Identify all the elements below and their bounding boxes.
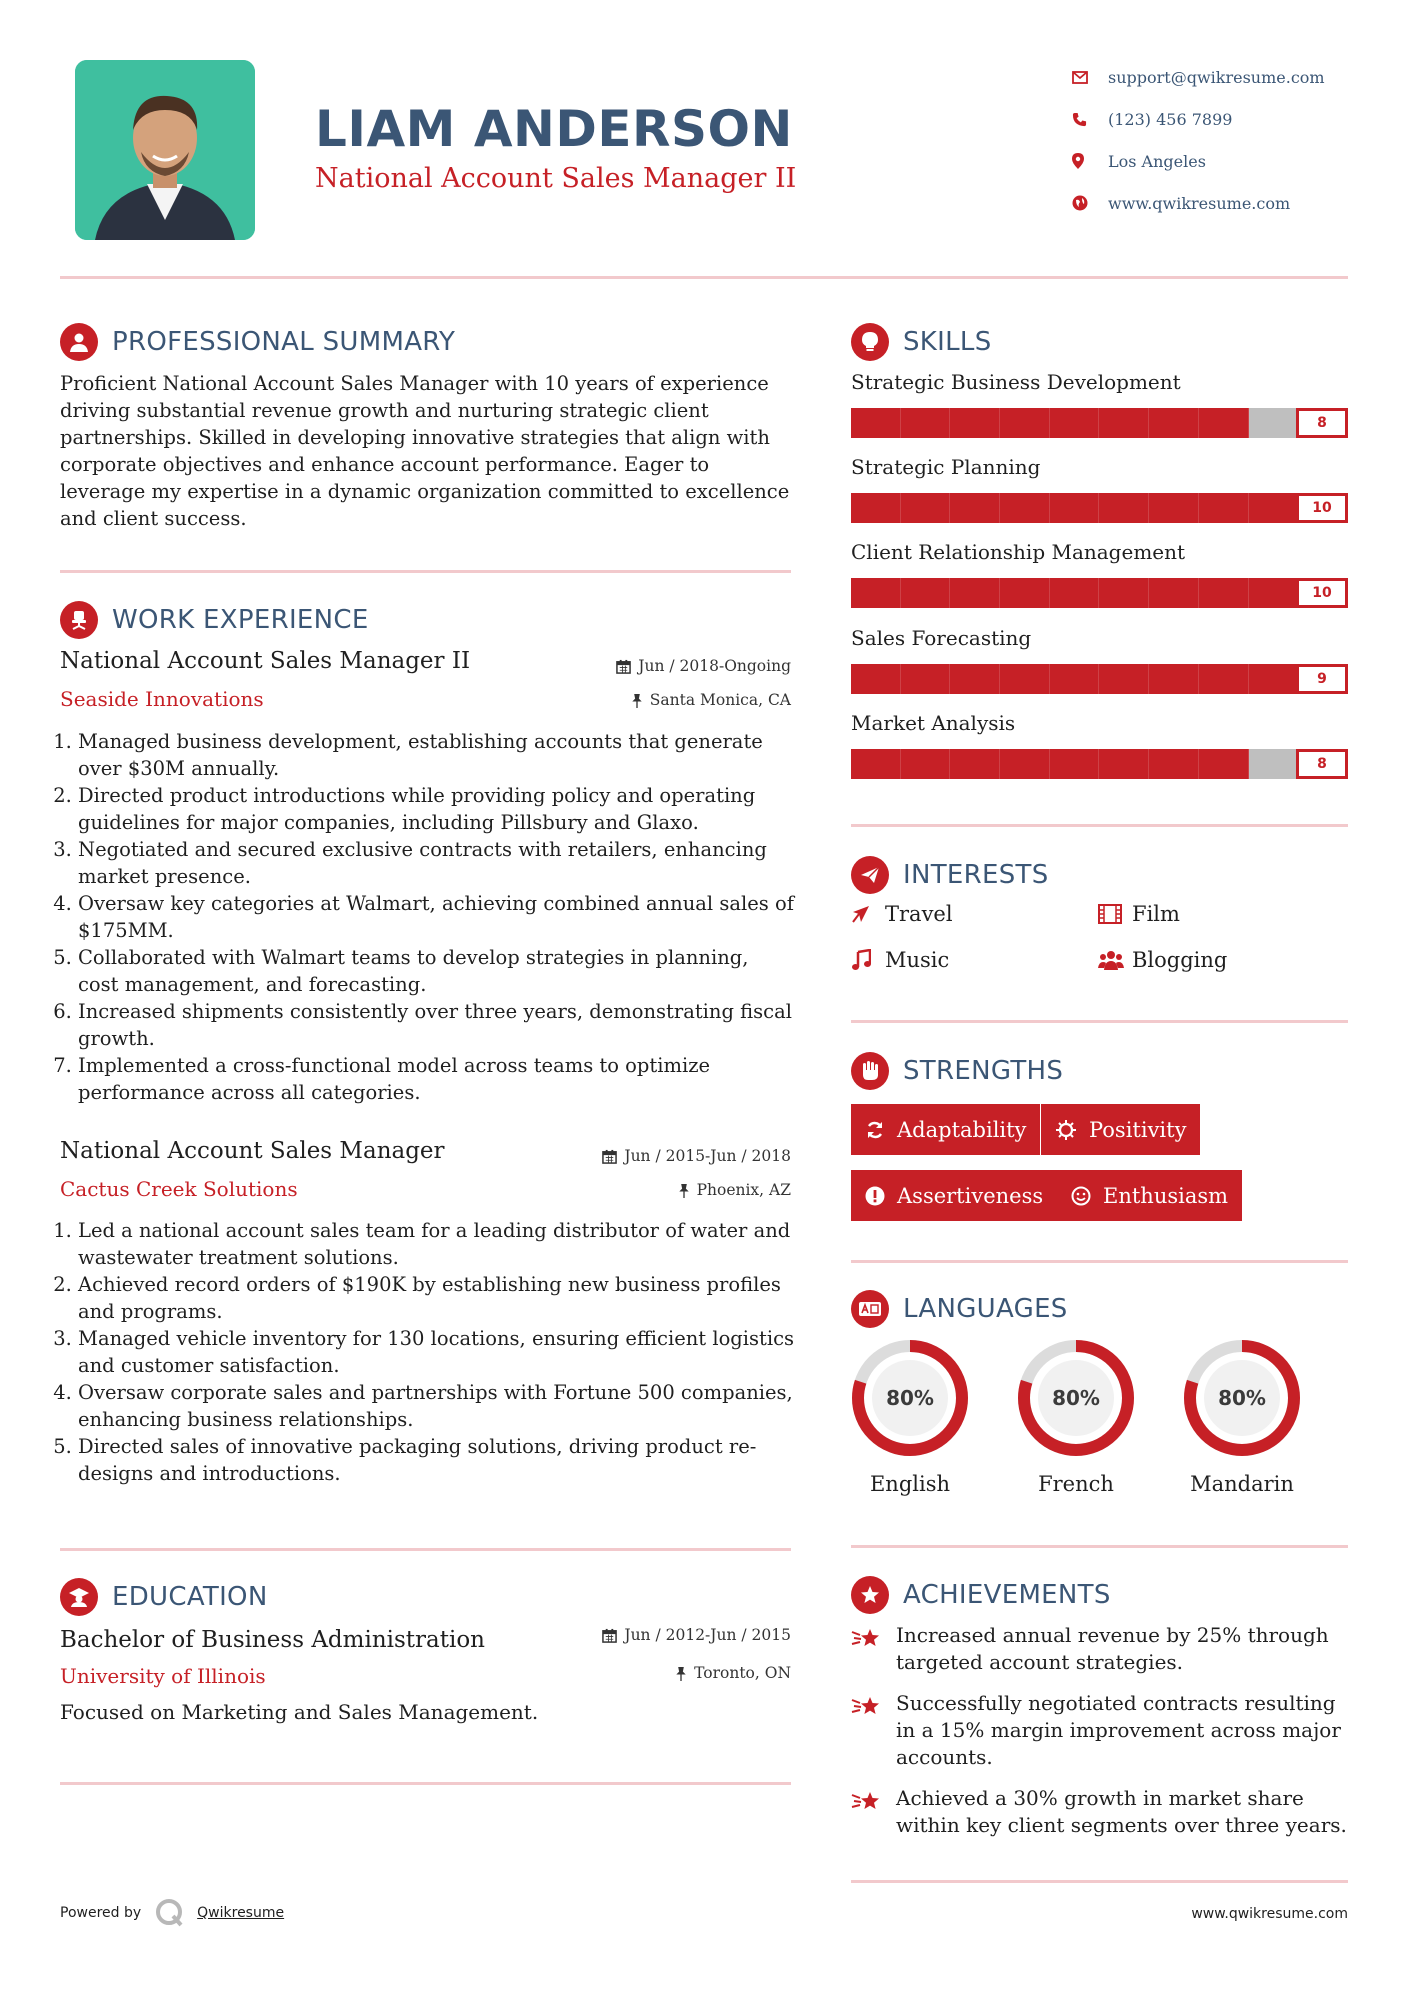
achievement-3: Achieved a 30% growth in market share within key client segments over three years.	[851, 1785, 1351, 1839]
person-photo-icon	[75, 60, 255, 240]
skill-3-name: Client Relationship Management	[851, 540, 1186, 564]
job-2-title: National Account Sales Manager	[60, 1138, 445, 1164]
skill-segment	[950, 664, 1000, 694]
music-note-icon	[851, 949, 885, 971]
lightbulb-icon	[851, 323, 889, 361]
skill-1-name: Strategic Business Development	[851, 370, 1181, 394]
skill-5-name: Market Analysis	[851, 711, 1016, 735]
summary-heading: PROFESSIONAL SUMMARY	[60, 323, 455, 361]
skill-segment	[950, 749, 1000, 779]
list-item: 1. Managed business development, establishing accounts that generate over $30M annually.	[78, 728, 795, 782]
contact-email-text: support@qwikresume.com	[1108, 67, 1325, 87]
skill-segment	[1000, 749, 1050, 779]
skills-divider	[851, 824, 1348, 827]
skill-segment	[1149, 408, 1199, 438]
skill-4-name: Sales Forecasting	[851, 626, 1032, 650]
envelope-icon	[1072, 71, 1108, 84]
interests-heading: INTERESTS	[851, 856, 1049, 894]
interest-travel: Travel	[851, 902, 953, 926]
list-item: 5. Directed sales of innovative packaging solutions, driving product re-designs and introductions.	[78, 1433, 795, 1487]
globe-icon	[1072, 195, 1108, 211]
skill-segment	[901, 578, 951, 608]
qwikresume-logo-icon	[155, 1898, 185, 1928]
job-1-company: Seaside Innovations	[60, 687, 264, 711]
job-2-company: Cactus Creek Solutions	[60, 1177, 298, 1201]
skill-segment	[1249, 493, 1299, 523]
language-french-name: French	[1038, 1472, 1114, 1496]
shooting-star-icon	[851, 1690, 896, 1771]
language-french-percent: 80%	[1052, 1386, 1100, 1410]
skill-segment	[901, 664, 951, 694]
list-item: 1. Led a national account sales team for a leading distributor of water and wastewater treatment solutions.	[78, 1217, 795, 1271]
skill-segment	[1050, 578, 1100, 608]
job-1-duties	[60, 728, 795, 1106]
contact-website[interactable]	[1072, 182, 1392, 224]
education-dates: Jun / 2012-Jun / 2015	[602, 1626, 791, 1644]
language-mandarin-name: Mandarin	[1190, 1472, 1294, 1496]
strengths-divider	[851, 1260, 1348, 1263]
interest-blogging: Blogging	[1098, 948, 1227, 972]
job-1-location: Santa Monica, CA	[631, 691, 791, 709]
list-item: 4. Oversaw corporate sales and partnerships with Fortune 500 companies, enhancing business relationships.	[78, 1379, 795, 1433]
list-item: 7. Implemented a cross-functional model across teams to optimize performance across all categories.	[78, 1052, 795, 1106]
profile-photo	[75, 60, 255, 240]
skill-segment	[1000, 493, 1050, 523]
languages-divider	[851, 1545, 1348, 1548]
skill-segment	[1249, 578, 1299, 608]
plane-icon	[851, 904, 885, 924]
language-english-percent: 80%	[886, 1386, 934, 1410]
skill-segment	[851, 578, 901, 608]
summary-text: Proficient National Account Sales Manager with 10 years of experience driving substantial revenue growth and nurturing strategic client partnerships. Skilled in developing innovative strategies that align with corporate objectives and enhance account performance. Eager to leverage my expertise in a dynamic organization committed to excellence and client success.	[60, 372, 790, 530]
map-pin-icon	[1072, 153, 1108, 169]
skill-segment	[901, 749, 951, 779]
strengths-heading: STRENGTHS	[851, 1052, 1063, 1090]
skill-segment	[1050, 749, 1100, 779]
skill-segment	[1149, 749, 1199, 779]
skill-segment	[851, 408, 901, 438]
job-2-duties	[60, 1217, 795, 1487]
language-mandarin-percent: 80%	[1218, 1386, 1266, 1410]
office-chair-icon	[60, 601, 98, 639]
pushpin-icon	[631, 693, 643, 708]
strength-adaptability: Adaptability	[851, 1104, 1040, 1155]
skill-segment	[1000, 408, 1050, 438]
work-heading: WORK EXPERIENCE	[60, 601, 369, 639]
pushpin-icon	[675, 1666, 687, 1681]
skill-segment	[1199, 578, 1249, 608]
summary-divider	[60, 570, 791, 573]
calendar-icon	[616, 659, 631, 674]
skill-segment	[1050, 408, 1100, 438]
translate-icon	[851, 1290, 889, 1328]
skill-5-score: 8	[1296, 749, 1348, 779]
skill-segment	[851, 664, 901, 694]
skill-segment	[1149, 664, 1199, 694]
list-item: 3. Managed vehicle inventory for 130 locations, ensuring efficient logistics and customer satisfaction.	[78, 1325, 795, 1379]
skill-segment	[1099, 664, 1149, 694]
skill-segment	[950, 408, 1000, 438]
language-mandarin	[1180, 1336, 1304, 1496]
people-icon	[1098, 949, 1132, 971]
candidate-name: LIAM ANDERSON	[315, 100, 793, 158]
contact-phone-text: (123) 456 7899	[1108, 109, 1233, 129]
language-french	[1014, 1336, 1138, 1496]
job-1-title: National Account Sales Manager II	[60, 648, 471, 674]
language-english	[848, 1336, 972, 1496]
strength-positivity: Positivity	[1041, 1104, 1200, 1155]
list-item: 6. Increased shipments consistently over three years, demonstrating fiscal growth.	[78, 998, 795, 1052]
skill-segment	[1000, 578, 1050, 608]
language-english-name: English	[869, 1472, 951, 1496]
skill-segment	[950, 578, 1000, 608]
strength-assertiveness: Assertiveness	[851, 1170, 1057, 1221]
smile-icon	[1071, 1186, 1091, 1206]
skill-segment	[1050, 664, 1100, 694]
list-item: 3. Negotiated and secured exclusive contracts with retailers, enhancing market presence.	[78, 836, 795, 890]
list-item: 2. Directed product introductions while providing policy and operating guidelines for major companies, including Pillsbury and Glaxo.	[78, 782, 795, 836]
job-1-dates: Jun / 2018-Ongoing	[616, 657, 791, 675]
skill-1-bar	[851, 408, 1348, 438]
skills-heading: SKILLS	[851, 323, 992, 361]
achievement-1: Increased annual revenue by 25% through targeted account strategies.	[851, 1622, 1351, 1676]
skill-segment	[1249, 749, 1299, 779]
interest-music: Music	[851, 948, 949, 972]
skill-segment	[901, 408, 951, 438]
candidate-title: National Account Sales Manager II	[315, 163, 797, 194]
skill-segment	[1000, 664, 1050, 694]
list-item: 4. Oversaw key categories at Walmart, achieving combined annual sales of $175MM.	[78, 890, 795, 944]
contact-location	[1072, 140, 1392, 182]
list-item: 2. Achieved record orders of $190K by establishing new business profiles and programs.	[78, 1271, 795, 1325]
fist-icon	[851, 1052, 889, 1090]
interests-divider	[851, 1020, 1348, 1023]
contact-list	[1072, 56, 1392, 224]
education-divider	[60, 1782, 791, 1785]
contact-website-text: www.qwikresume.com	[1108, 193, 1291, 213]
language-english-ring	[848, 1336, 972, 1460]
skill-segment	[1099, 408, 1149, 438]
skill-4-bar	[851, 664, 1348, 694]
contact-phone[interactable]	[1072, 98, 1392, 140]
contact-email[interactable]	[1072, 56, 1392, 98]
contact-location-text: Los Angeles	[1108, 151, 1206, 171]
skill-3-score: 10	[1296, 578, 1348, 608]
education-school: University of Illinois	[60, 1664, 266, 1688]
skill-2-bar	[851, 493, 1348, 523]
film-icon	[1098, 904, 1132, 924]
skill-segment	[1099, 578, 1149, 608]
skill-segment	[1099, 493, 1149, 523]
qwikresume-link[interactable]: Qwikresume	[197, 1905, 285, 1921]
skill-segment	[1199, 664, 1249, 694]
footer-powered-by: Powered by Qwikresume	[60, 1898, 284, 1928]
sun-icon	[1055, 1119, 1077, 1141]
refresh-icon	[865, 1120, 885, 1140]
skill-segment	[1149, 578, 1199, 608]
interest-film: Film	[1098, 902, 1180, 926]
skill-segment	[1249, 408, 1299, 438]
achievements-heading: ACHIEVEMENTS	[851, 1576, 1111, 1614]
star-badge-icon	[851, 1576, 889, 1614]
skill-5-bar	[851, 749, 1348, 779]
graduate-icon	[60, 1578, 98, 1616]
job-2-location: Phoenix, AZ	[678, 1181, 791, 1199]
achievements-divider	[851, 1880, 1348, 1883]
calendar-icon	[602, 1149, 617, 1164]
language-french-ring	[1014, 1336, 1138, 1460]
skill-segment	[851, 749, 901, 779]
skill-segment	[1149, 493, 1199, 523]
work-divider	[60, 1548, 791, 1551]
achievement-2: Successfully negotiated contracts resulting in a 15% margin improvement across major accounts.	[851, 1690, 1351, 1771]
pushpin-icon	[678, 1183, 690, 1198]
languages-heading: LANGUAGES	[851, 1290, 1068, 1328]
skill-segment	[950, 493, 1000, 523]
skill-2-score: 10	[1296, 493, 1348, 523]
skill-segment	[1050, 493, 1100, 523]
exclamation-icon	[865, 1186, 885, 1206]
skill-segment	[901, 493, 951, 523]
skill-segment	[1199, 493, 1249, 523]
skill-segment	[851, 493, 901, 523]
education-degree: Bachelor of Business Administration	[60, 1627, 485, 1653]
user-icon	[60, 323, 98, 361]
language-mandarin-ring	[1180, 1336, 1304, 1460]
skill-4-score: 9	[1296, 664, 1348, 694]
job-2-dates: Jun / 2015-Jun / 2018	[602, 1147, 791, 1165]
skill-segment	[1249, 664, 1299, 694]
shooting-star-icon	[851, 1785, 896, 1839]
education-location: Toronto, ON	[675, 1664, 791, 1682]
shooting-star-icon	[851, 1622, 896, 1676]
list-item: 5. Collaborated with Walmart teams to develop strategies in planning, cost management, and forecasting.	[78, 944, 795, 998]
education-heading: EDUCATION	[60, 1578, 268, 1616]
strength-enthusiasm: Enthusiasm	[1057, 1170, 1242, 1221]
skill-3-bar	[851, 578, 1348, 608]
skill-2-name: Strategic Planning	[851, 455, 1041, 479]
skill-1-score: 8	[1296, 408, 1348, 438]
education-description: Focused on Marketing and Sales Management.	[60, 1700, 539, 1724]
footer-website[interactable]: www.qwikresume.com	[1191, 1906, 1348, 1922]
skill-segment	[1099, 749, 1149, 779]
skill-segment	[1199, 749, 1249, 779]
paper-plane-icon	[851, 856, 889, 894]
header-divider	[60, 276, 1348, 279]
calendar-icon	[602, 1628, 617, 1643]
phone-icon	[1072, 112, 1108, 127]
skill-segment	[1199, 408, 1249, 438]
